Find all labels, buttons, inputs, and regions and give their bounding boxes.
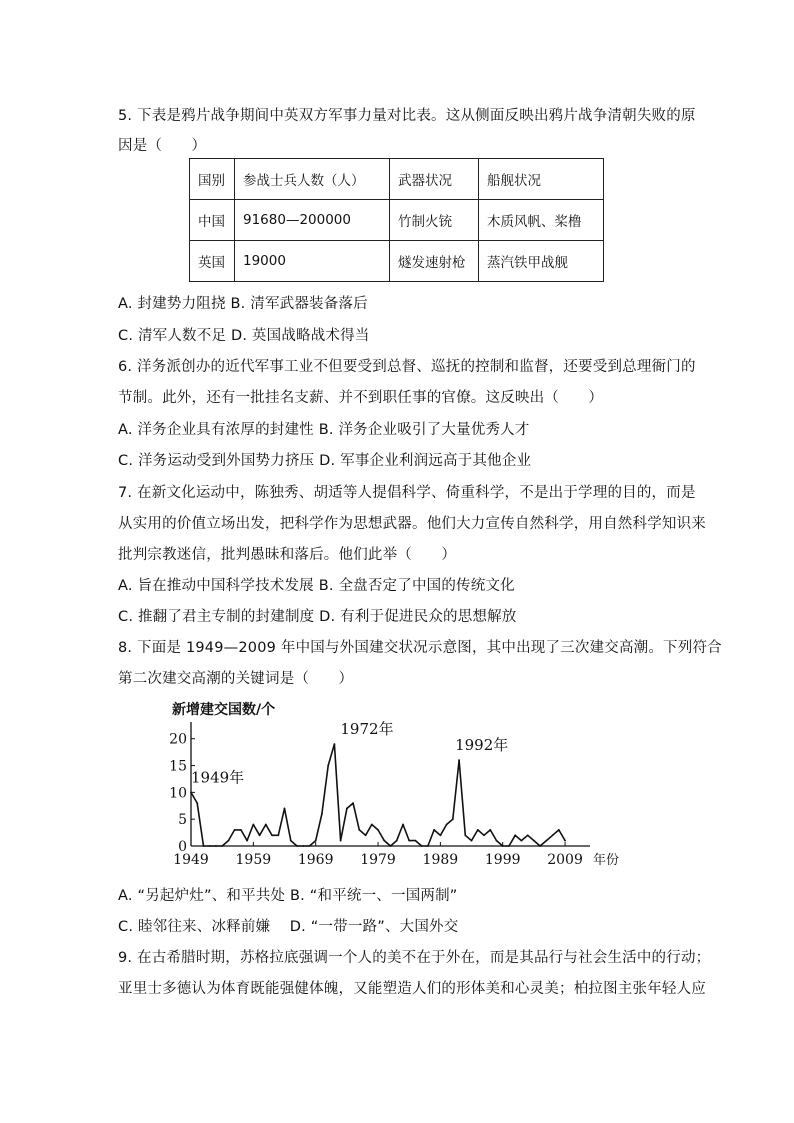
chart-data-point <box>327 765 329 767</box>
chart-data-point <box>408 840 410 842</box>
q6-options-line2: C. 洋务运动受到外国势力挤压 D. 军事企业利润远高于其他企业 <box>118 453 532 469</box>
q7-options-line2: C. 推翻了君主专制的封建制度 D. 有利于促进民众的思想解放 <box>118 609 517 625</box>
chart-annotation: 1949年 <box>191 768 245 787</box>
chart-data-point <box>496 840 498 842</box>
q7-options-line1: A. 旨在推动中国科学技术发展 B. 全盘否定了中国的传统文化 <box>118 578 515 594</box>
chart-annotation: 1992年 <box>455 736 509 755</box>
chart-data-point <box>552 834 554 836</box>
chart-data-point <box>352 802 354 804</box>
q7-stem-line3: 批判宗教迷信，批判愚昧和落后。他们此举（ ） <box>118 547 457 563</box>
chart-data-point <box>521 840 523 842</box>
chart-data-point <box>452 818 454 820</box>
chart-data-point <box>277 834 279 836</box>
chart-x-tick-label: 1969 <box>297 852 334 868</box>
chart-data-point <box>539 845 541 847</box>
q9-stem-line2: 亚里士多德认为体育既能强健体魄，又能塑造人们的形体美和心灵美；柏拉图主张年轻人应 <box>118 981 706 997</box>
chart-data-point <box>489 829 491 831</box>
chart-data-point <box>458 759 460 761</box>
chart-data-point <box>271 834 273 836</box>
chart-data-point <box>221 845 223 847</box>
q5-options-line1: A. 封建势力阻挠 B. 清军武器装备落后 <box>118 296 368 312</box>
q5-stem-line2: 因是（ ） <box>118 138 207 154</box>
q8-options-line1: A. “另起炉灶”、和平共处 B. “和平统一、一国两制” <box>118 888 458 904</box>
chart-data-point <box>533 840 535 842</box>
chart-data-point <box>290 840 292 842</box>
chart-data-point <box>402 824 404 826</box>
table-cell: 中国 <box>190 200 235 241</box>
chart-data-point <box>383 840 385 842</box>
table-cell: 蒸汽铁甲战舰 <box>479 241 604 282</box>
q8-options-line2: C. 睦邻往来、冰释前嫌 D. “一带一路”、大国外交 <box>118 919 459 935</box>
chart-data-point <box>483 834 485 836</box>
chart-data-point <box>203 845 205 847</box>
chart-data-point <box>396 840 398 842</box>
chart-y-tick-label: 0 <box>178 839 187 855</box>
chart-data-point <box>315 840 317 842</box>
q9-stem-line1: 9. 在古希腊时期，苏格拉底强调一个人的美不在于外在，而是其品行与社会生活中的行动； <box>118 950 711 966</box>
chart-x-tick-label: 1999 <box>484 852 521 868</box>
chart-data-point <box>321 813 323 815</box>
chart-x-axis-label: 年份 <box>593 853 620 868</box>
chart-x-tick-label: 2009 <box>547 852 583 868</box>
chart-data-point <box>259 834 261 836</box>
chart-data-point <box>333 743 335 745</box>
table-header-cell: 武器状况 <box>390 159 479 200</box>
chart-data-point <box>265 824 267 826</box>
table-row <box>190 241 604 282</box>
table-cell: 木质风帆、桨橹 <box>479 200 604 241</box>
chart-y-tick-label: 15 <box>169 758 187 775</box>
diplomatic-relations-chart <box>160 696 640 876</box>
chart-data-point <box>514 834 516 836</box>
table-cell: 英国 <box>190 241 235 282</box>
chart-data-point <box>527 834 529 836</box>
chart-data-point <box>240 829 242 831</box>
chart-data-point <box>309 845 311 847</box>
chart-data-point <box>558 829 560 831</box>
chart-data-point <box>433 829 435 831</box>
chart-annotation: 1972年 <box>340 720 394 739</box>
chart-data-point <box>371 824 373 826</box>
q7-stem-line2: 从实用的价值立场出发，把科学作为思想武器。他们大力宣传自然科学，用自然科学知识来 <box>118 516 706 532</box>
chart-data-point <box>471 840 473 842</box>
chart-data-point <box>508 845 510 847</box>
table-row <box>190 200 604 241</box>
chart-data-point <box>365 834 367 836</box>
chart-y-axis-label: 新增建交国数/个 <box>172 702 276 718</box>
chart-data-point <box>252 824 254 826</box>
chart-data-point <box>302 845 304 847</box>
chart-data-point <box>340 840 342 842</box>
chart-x-tick-label: 1949 <box>173 852 209 868</box>
q5-stem-line1: 5. 下表是鸦片战争期间中英双方军事力量对比表。这从侧面反映出鸦片战争清朝失败的原 <box>118 108 696 124</box>
chart-y-tick-label: 20 <box>169 731 187 748</box>
q6-stem-line1: 6. 洋务派创办的近代军事工业不但要受到总督、巡抚的控制和监督，还要受到总理衙门的 <box>118 359 696 375</box>
table-header-row <box>190 159 604 200</box>
q8-stem-line1: 8. 下面是 1949—2009 年中国与外国建交状况示意图，其中出现了三次建交高潮。下列符合 <box>118 640 722 656</box>
chart-data-point <box>502 845 504 847</box>
table-header-cell: 船舰状况 <box>479 159 604 200</box>
chart-data-point <box>196 802 198 804</box>
chart-data-point <box>477 829 479 831</box>
chart-data-point <box>209 845 211 847</box>
chart-data-point <box>228 840 230 842</box>
chart-x-tick-label: 1979 <box>360 852 396 868</box>
chart-data-point <box>358 829 360 831</box>
chart-data-point <box>545 840 547 842</box>
chart-data-point <box>427 845 429 847</box>
chart-data-point <box>190 791 192 793</box>
table-cell: 竹制火铳 <box>390 200 479 241</box>
chart-y-tick-label: 10 <box>169 785 187 802</box>
chart-data-point <box>284 808 286 810</box>
chart-y-tick-label: 5 <box>178 812 187 829</box>
chart-data-point <box>346 808 348 810</box>
chart-x-tick-label: 1989 <box>422 852 459 868</box>
chart-data-point <box>464 834 466 836</box>
chart-data-point <box>390 845 392 847</box>
q7-stem-line1: 7. 在新文化运动中，陈独秀、胡适等人提倡科学、倚重科学，不是出于学理的目的，而是 <box>118 485 696 501</box>
chart-data-point <box>296 845 298 847</box>
table-cell: 91680—200000 <box>235 200 390 241</box>
chart-data-point <box>421 845 423 847</box>
chart-data-point <box>215 845 217 847</box>
table-cell: 燧发速射枪 <box>390 241 479 282</box>
chart-data-point <box>564 840 566 842</box>
table-header-cell: 参战士兵人数（人） <box>235 159 390 200</box>
chart-x-tick-label: 1959 <box>235 852 272 868</box>
q6-options-line1: A. 洋务企业具有浓厚的封建性 B. 洋务企业吸引了大量优秀人才 <box>118 422 530 438</box>
chart-data-point <box>234 829 236 831</box>
table-cell: 19000 <box>235 241 390 282</box>
chart-data-point <box>377 829 379 831</box>
q6-stem-line2: 节制。此外，还有一批挂名支薪、并不到职任事的官僚。这反映出（ ） <box>118 390 604 406</box>
q5-options-line2: C. 清军人数不足 D. 英国战略战术得当 <box>118 328 370 344</box>
q5-comparison-table <box>189 158 604 282</box>
table-header-cell: 国别 <box>190 159 235 200</box>
q8-stem-line2: 第二次建交高潮的关键词是（ ） <box>118 671 354 687</box>
chart-data-point <box>446 824 448 826</box>
chart-data-point <box>246 840 248 842</box>
chart-data-point <box>439 834 441 836</box>
chart-data-point <box>415 840 417 842</box>
